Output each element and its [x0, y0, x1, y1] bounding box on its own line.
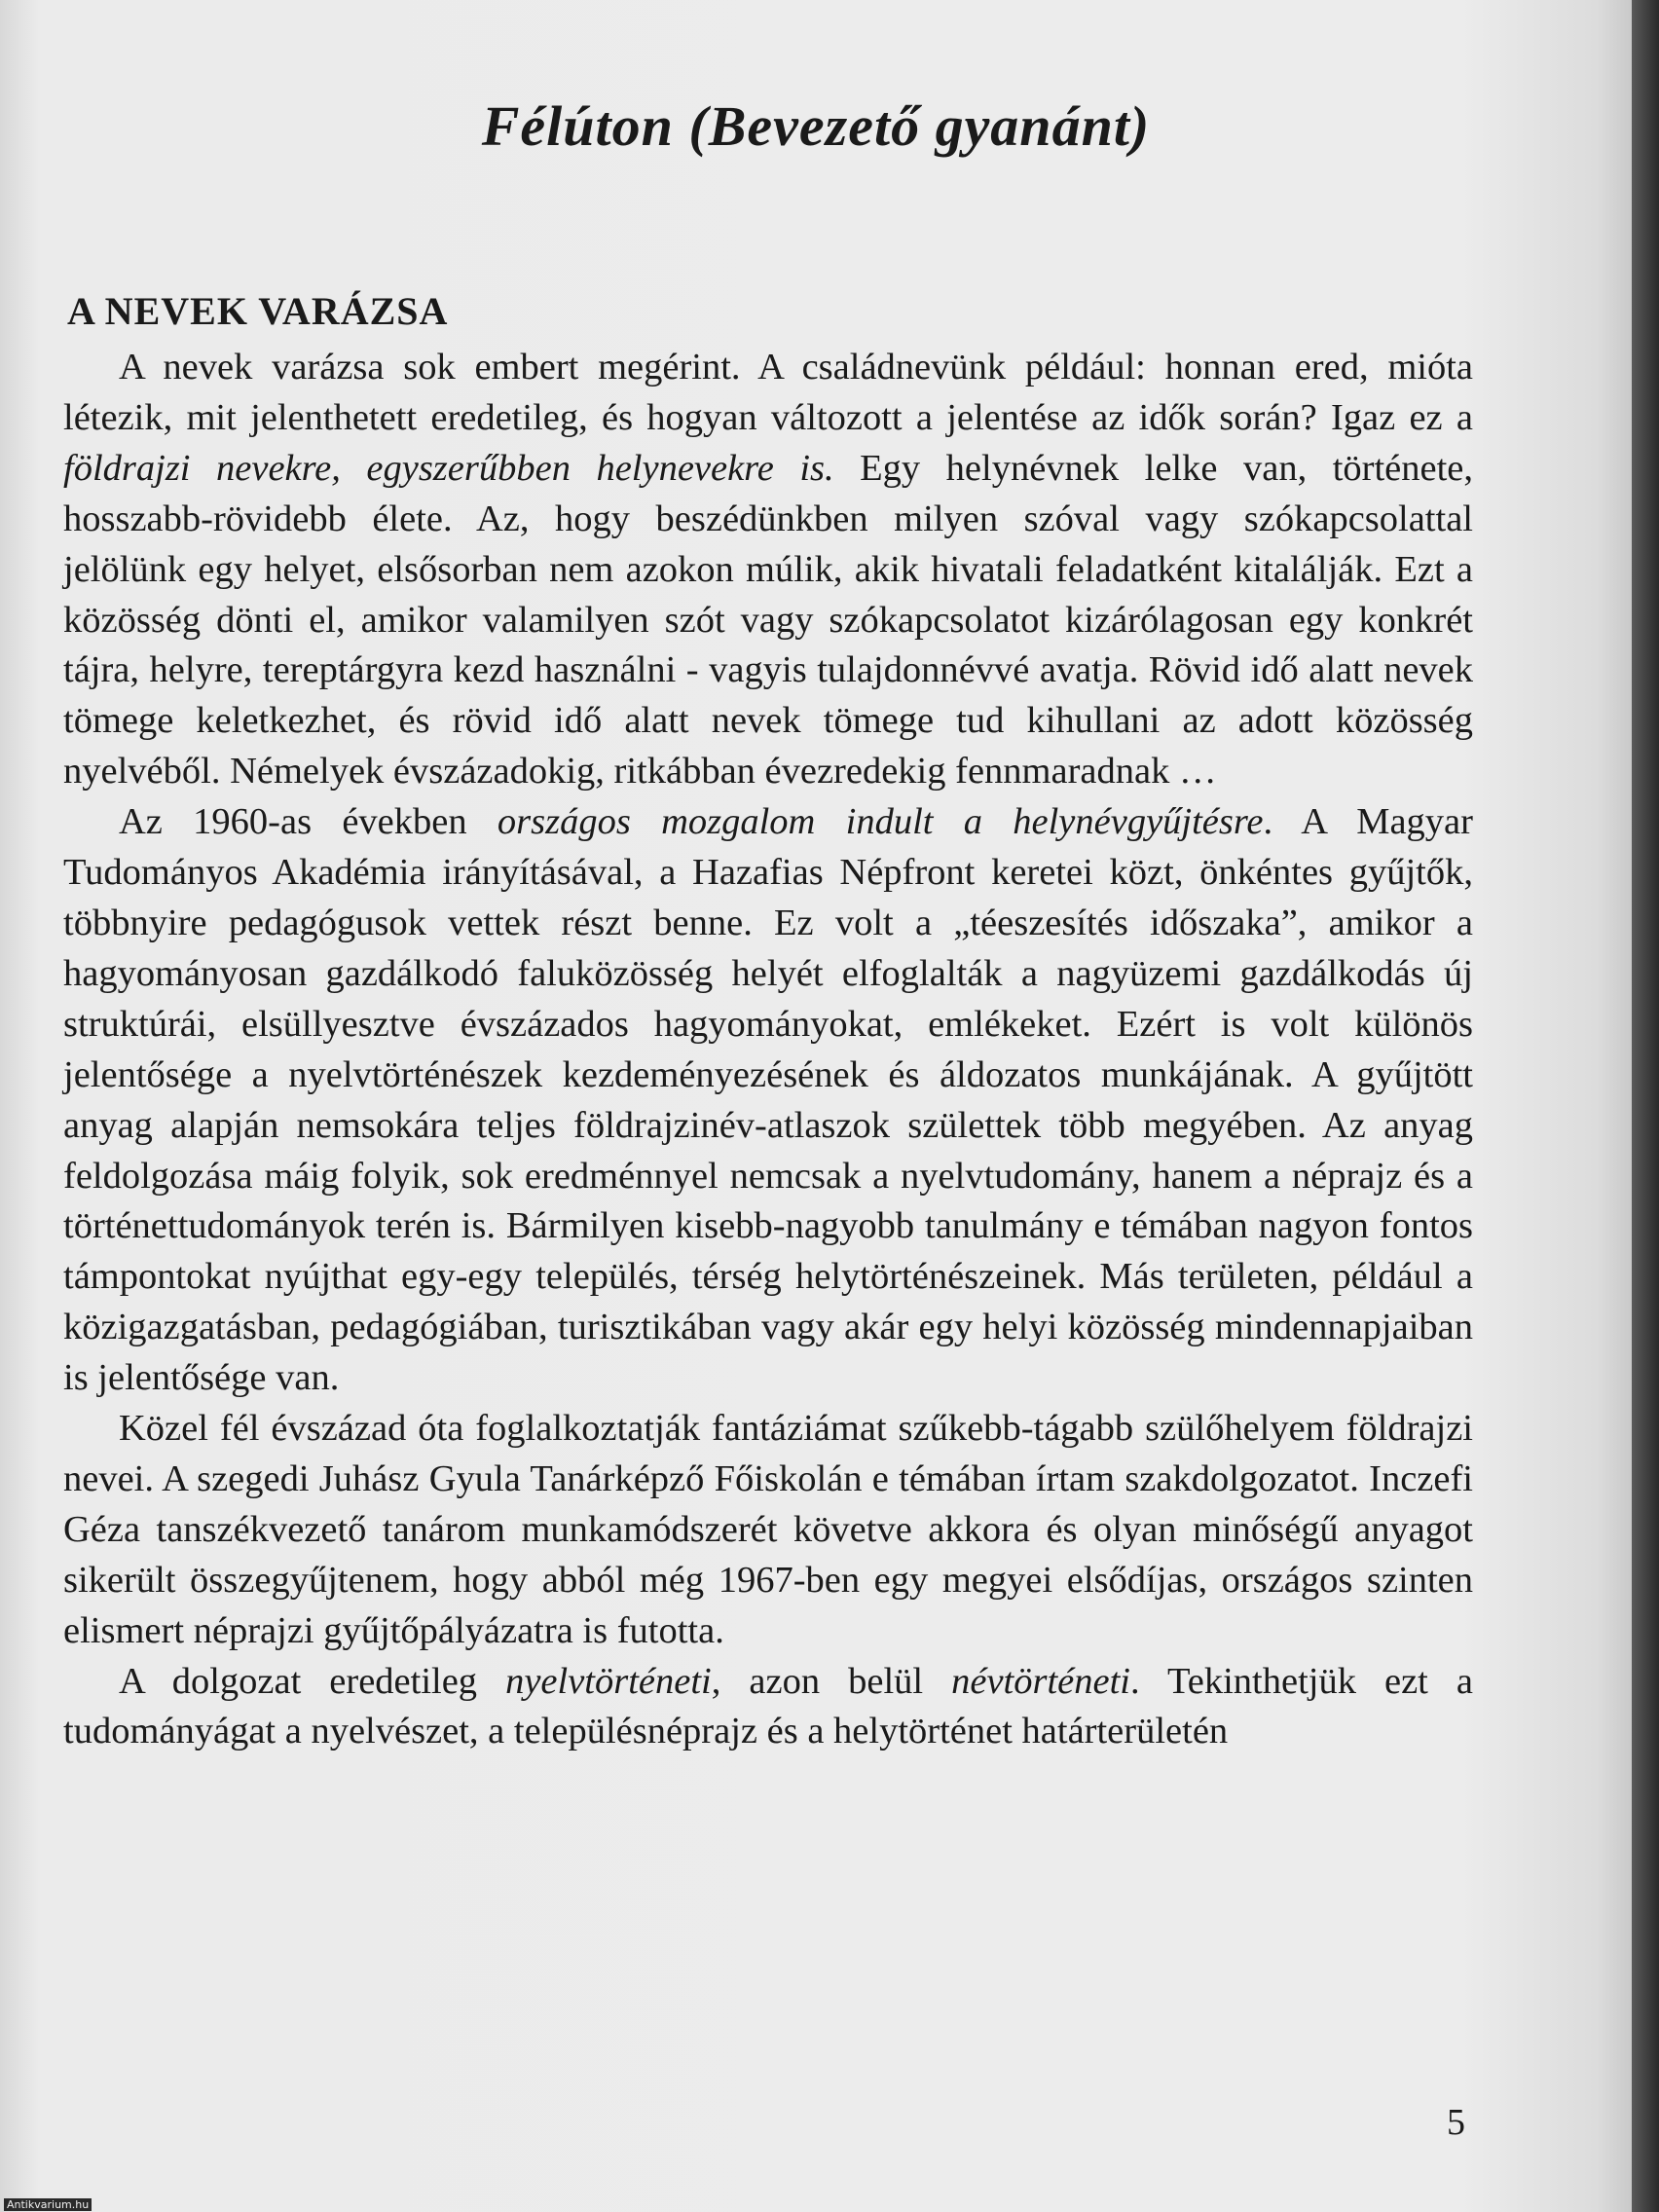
page-title: Félúton (Bevezető gyanánt): [481, 94, 1151, 158]
text-run: A dolgozat eredetileg: [119, 1660, 506, 1702]
section-heading: A NEVEK VARÁZSA: [67, 289, 449, 333]
italic-run: országos mozgalom indult a helynévgyűjtésre: [497, 801, 1264, 843]
paragraph-3: [63, 1404, 1473, 1657]
text-run: . Tekinthetjük ezt a tudományágat a nyelvészet, a településnéprajz és a helytörténet határterületén: [63, 1660, 1473, 1752]
paragraph-4: [63, 1657, 1473, 1758]
paragraph-2: [63, 797, 1473, 1404]
text-run: Közel fél évszázad óta foglalkoztatják fantáziámat szűkebb-tágabb szülőhelyem földrajzi nevei. A szegedi Juhász Gyula Tanárképző Főiskolán e témában írtam szakdolgozatot. Inczefi Géza tanszékvezető tanárom munkamódszerét követve akkora és olyan minőségű anyagot sikerült összegyűjtenem, hogy abból még 1967-ben egy megyei elsődíjas, országos szinten elismert néprajzi gyűjtőpályázatra is futotta.: [63, 1408, 1473, 1651]
italic-run: földrajzi nevekre, egyszerűbben helynevekre is.: [63, 447, 834, 489]
text-run: , azon belül: [711, 1660, 952, 1702]
watermark: Antikvarium.hu: [4, 2198, 92, 2211]
italic-run: névtörténeti: [951, 1660, 1130, 1702]
body-text: [63, 343, 1473, 1757]
page-number: 5: [1447, 2102, 1465, 2143]
paragraph-1: [63, 343, 1473, 797]
text-run: A nevek varázsa sok embert megérint. A családnevünk például: honnan ered, mióta létezik, mit jelenthetett eredetileg, és hogyan változott a jelentése az idők során? Igaz ez a: [63, 347, 1473, 438]
italic-run: nyelvtörténeti: [505, 1660, 712, 1702]
text-run: Az 1960-as években: [119, 801, 498, 843]
book-spine-shadow: [1632, 0, 1659, 2212]
text-run: . A Magyar Tudományos Akadémia irányításával, a Hazafias Népfront keretei közt, önkéntes gyűjtők, többnyire pedagógusok vettek részt benne. Ez volt a „téeszesítés időszaka”, amikor a hagyományosan gazdálkodó faluközösség helyét elfoglalták a nagyüzemi gazdálkodás új struktúrái, elsüllyesztve évszázados hagyományokat, emlékeket. Ezért is volt különös jelentősége a nyelvtörténészek kezdeményezésének és áldozatos munkájának. A gyűjtött anyag alapján nemsokára teljes földrajzinév-atlaszok születtek több megyében. Az anyag feldolgozása máig folyik, sok eredménnyel nemcsak a nyelvtudomány, hanem a néprajz és a történettudományok terén is. Bármilyen kisebb-nagyobb tanulmány e témában nagyon fontos támpontokat nyújthat egy-egy település, térség helytörténészeinek. Más területen, például a közigazgatásban, pedagógiában, turisztikában vagy akár egy helyi közösség mindennapjaiban is jelentősége van.: [63, 801, 1473, 1399]
text-run: Egy helynévnek lelke van, története, hosszabb-rövidebb élete. Az, hogy beszédünkben milyen szóval vagy szókapcsolattal jelölünk egy helyet, elsősorban nem azokon múlik, akik hivatali feladatként kitalálják. Ezt a közösség dönti el, amikor valamilyen szót vagy szókapcsolatot kizárólagosan egy konkrét tájra, helyre, tereptárgyra kezd használni - vagyis tulajdonnévvé avatja. Rövid idő alatt nevek tömege keletkezhet, és rövid idő alatt nevek tömege tud kihullani az adott közösség nyelvéből. Némelyek évszázadokig, ritkábban évezredekig fennmaradnak …: [63, 447, 1474, 793]
